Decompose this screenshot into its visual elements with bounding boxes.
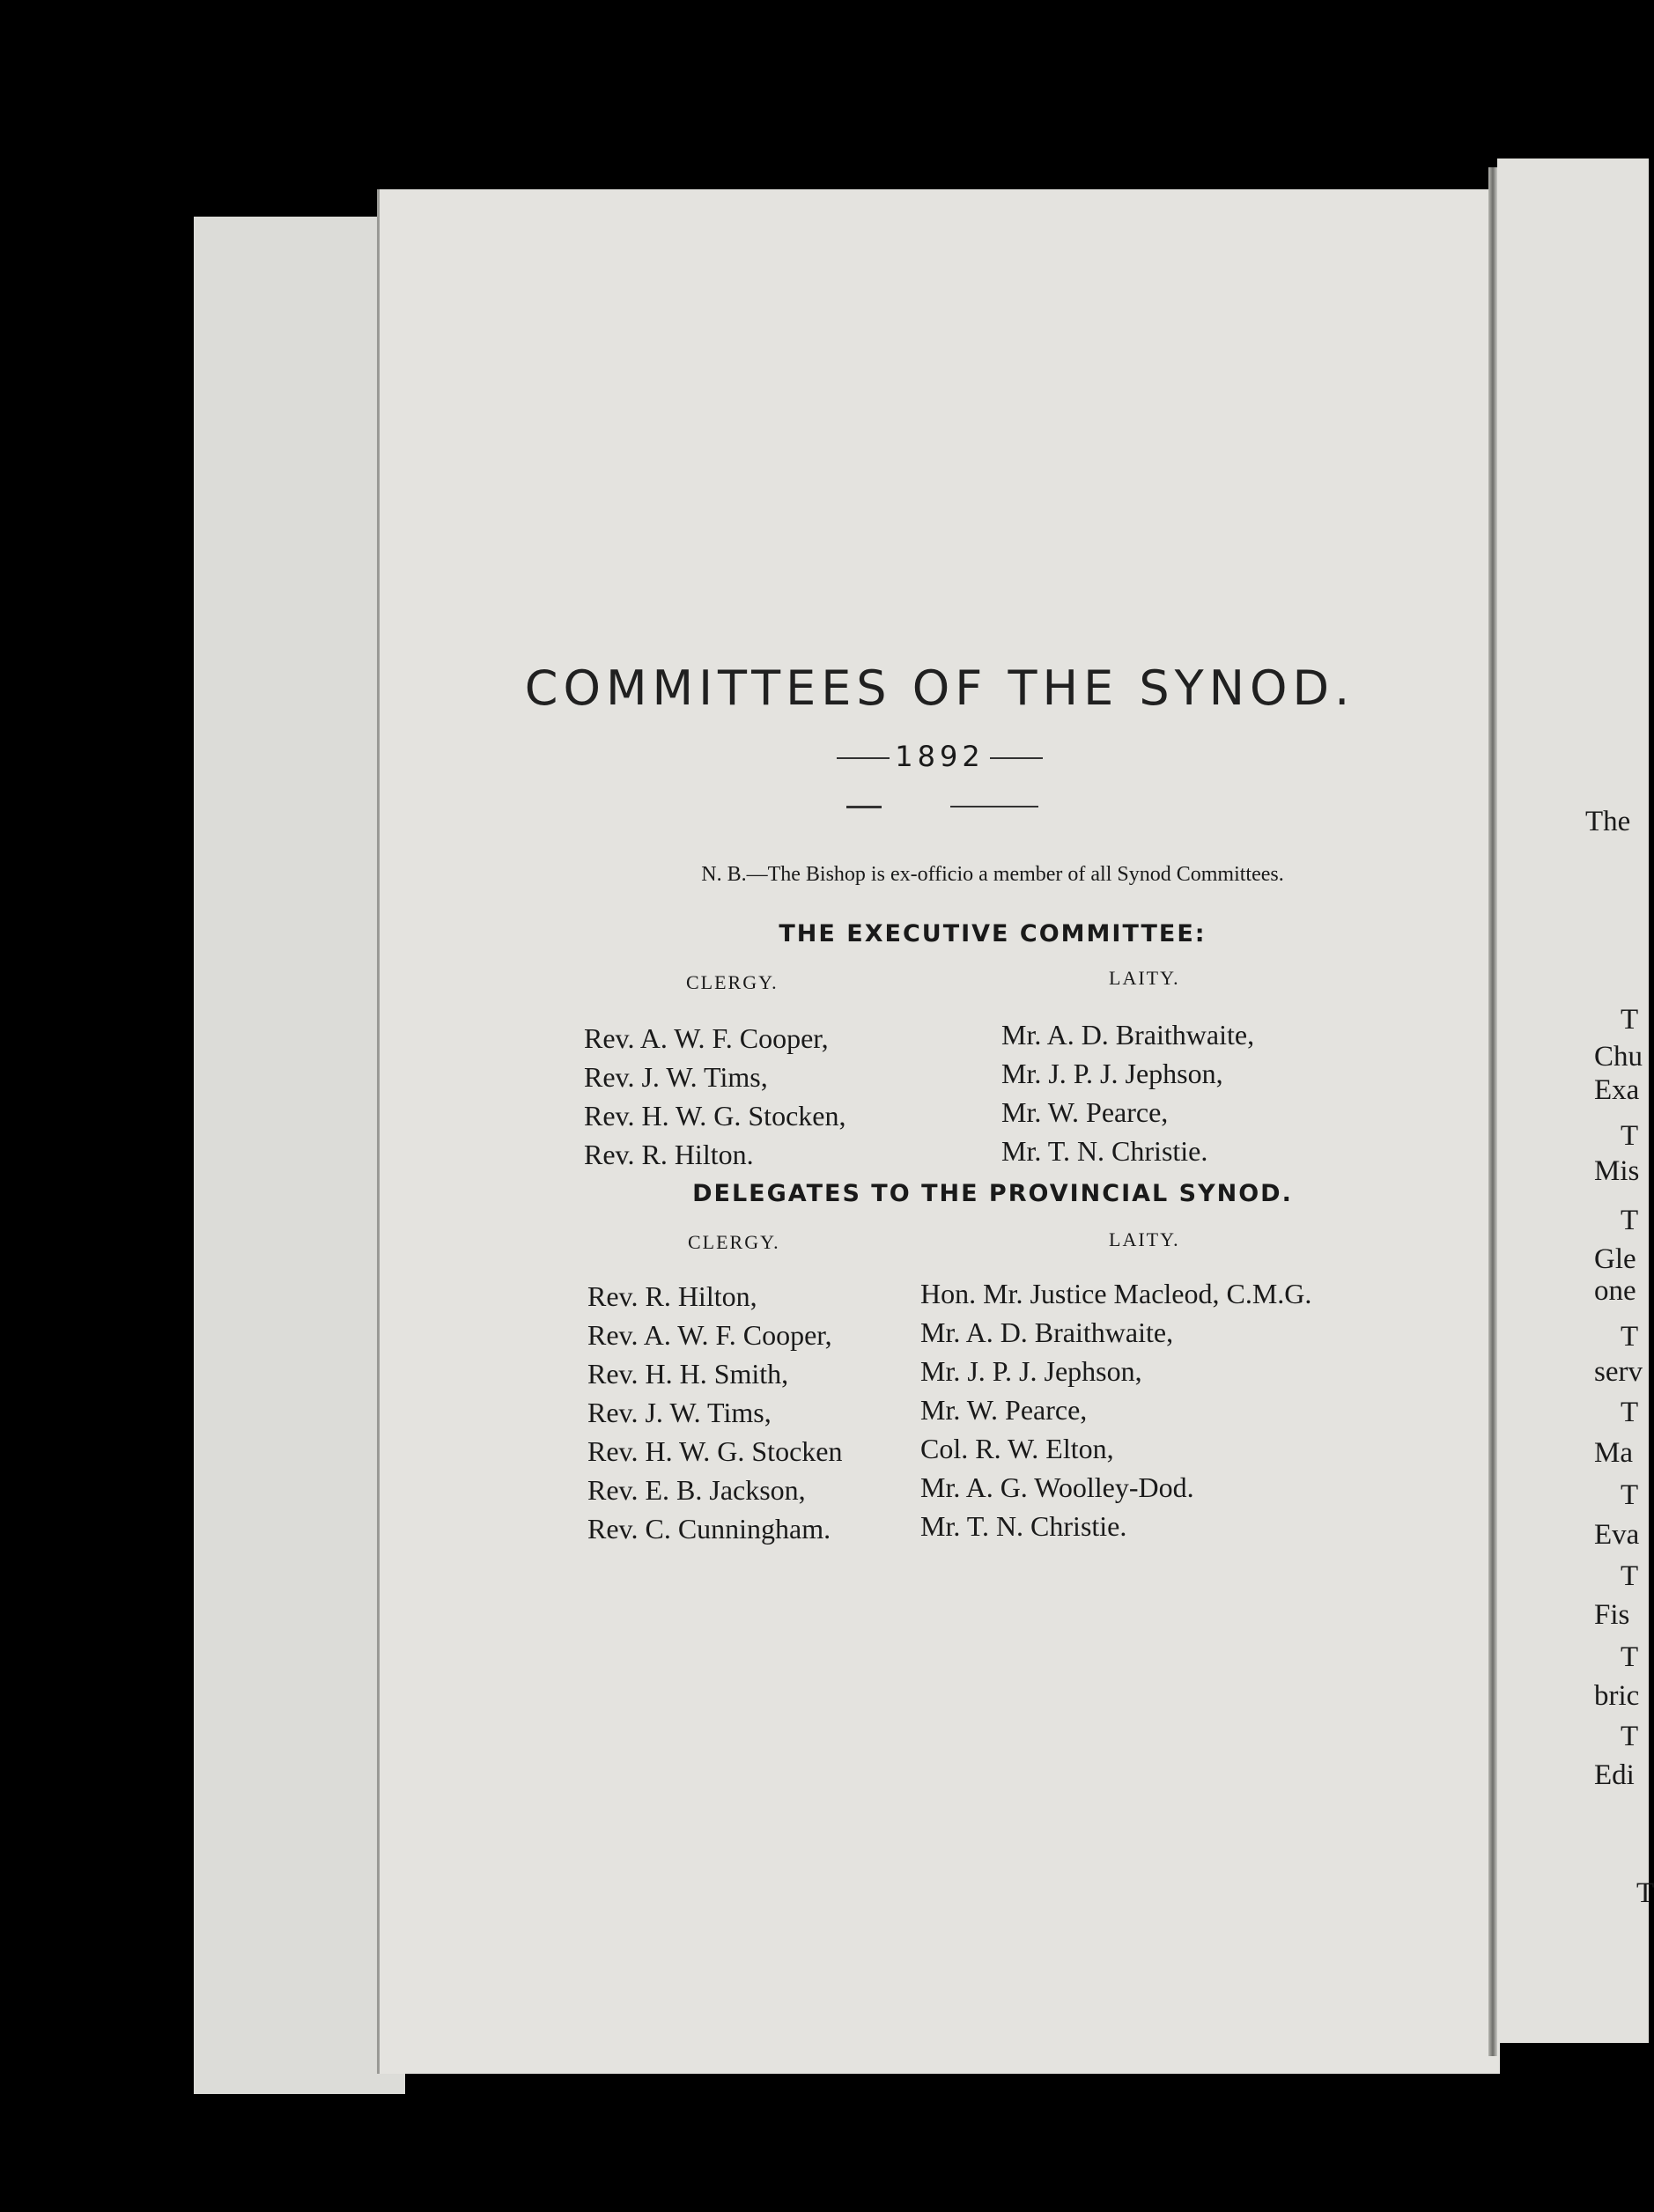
document-title: COMMITTEES OF THE SYNOD. <box>524 660 1355 716</box>
list-item: Mr. J. P. J. Jephson, <box>920 1355 1142 1387</box>
document-year: 1892 <box>380 740 1500 773</box>
list-item: Col. R. W. Elton, <box>920 1433 1114 1464</box>
next-page-text: Chu <box>1594 1041 1643 1073</box>
list-item: Rev. J. W. Tims, <box>584 1061 768 1093</box>
executive-clergy-label: CLERGY. <box>686 971 779 993</box>
delegates-clergy-label: CLERGY. <box>688 1231 780 1253</box>
next-page-text: bric <box>1594 1680 1640 1712</box>
next-page-text: Edi <box>1594 1759 1635 1791</box>
provincial-delegates-heading: DELEGATES TO THE PROVINCIAL SYNOD. <box>692 1180 1293 1207</box>
delegates-laity-list <box>920 1274 1311 1545</box>
ornament-rule <box>846 806 882 808</box>
list-item: Mr. A. D. Braithwaite, <box>1001 1019 1255 1051</box>
bishop-note: N. B.—The Bishop is ex-officio a member of all Synod Committees. <box>701 863 1284 886</box>
list-item: Rev. H. H. Smith, <box>587 1358 789 1390</box>
list-item: Rev. J. W. Tims, <box>587 1397 772 1428</box>
list-item: Hon. Mr. Justice Macleod, C.M.G. <box>920 1278 1312 1309</box>
next-page-text: T <box>1621 1397 1639 1428</box>
list-item: Rev. A. W. F. Cooper, <box>587 1319 832 1351</box>
next-page-text: The <box>1585 806 1631 837</box>
executive-laity-label: LAITY. <box>1109 967 1180 989</box>
next-page-text: Fis <box>1594 1599 1630 1631</box>
list-item: Rev. H. W. G. Stocken <box>587 1435 843 1467</box>
next-page-text: T <box>1621 1641 1639 1673</box>
list-item: Mr. A. G. Woolley-Dod. <box>920 1471 1194 1503</box>
executive-committee-heading: THE EXECUTIVE COMMITTEE: <box>779 920 1207 947</box>
list-item: Mr. J. P. J. Jephson, <box>1001 1058 1223 1089</box>
list-item: Rev. H. W. G. Stocken, <box>584 1100 846 1132</box>
next-page-text: T <box>1636 1877 1654 1909</box>
list-item: Mr. W. Pearce, <box>920 1394 1088 1426</box>
next-page-text: T <box>1621 1004 1639 1036</box>
next-page-text: Gle <box>1594 1243 1636 1275</box>
list-item: Mr. T. N. Christie. <box>1001 1135 1208 1167</box>
list-item: Mr. T. N. Christie. <box>920 1510 1127 1542</box>
next-page-text: Mis <box>1594 1155 1640 1187</box>
executive-laity-list <box>1001 1015 1254 1170</box>
next-page-text: one <box>1594 1275 1636 1307</box>
next-page-text: T <box>1621 1560 1639 1592</box>
delegates-clergy-list <box>587 1277 842 1548</box>
executive-clergy-list <box>584 1019 845 1174</box>
next-page-text: Ma <box>1594 1437 1633 1469</box>
next-page-text: Exa <box>1594 1074 1640 1106</box>
list-item: Mr. W. Pearce, <box>1001 1096 1169 1128</box>
page-fold <box>1488 167 1497 2056</box>
next-page-text: serv <box>1594 1356 1643 1388</box>
list-item: Rev. A. W. F. Cooper, <box>584 1022 829 1054</box>
next-page-text: Eva <box>1594 1519 1640 1551</box>
next-page-text: T <box>1621 1479 1639 1511</box>
adjacent-page-fragment <box>1497 159 1654 2043</box>
back-sheet <box>194 217 405 2094</box>
ornament-rule <box>950 806 1038 807</box>
list-item: Rev. C. Cunningham. <box>587 1513 831 1545</box>
next-page-text: T <box>1621 1721 1639 1752</box>
list-item: Rev. E. B. Jackson, <box>587 1474 806 1506</box>
list-item: Mr. A. D. Braithwaite, <box>920 1316 1174 1348</box>
next-page-text: T <box>1621 1120 1639 1152</box>
list-item: Rev. R. Hilton, <box>587 1280 757 1312</box>
document-page <box>377 189 1500 2074</box>
next-page-text: T <box>1621 1205 1639 1236</box>
list-item: Rev. R. Hilton. <box>584 1139 754 1170</box>
next-page-text: T <box>1621 1321 1639 1353</box>
delegates-laity-label: LAITY. <box>1109 1228 1180 1250</box>
